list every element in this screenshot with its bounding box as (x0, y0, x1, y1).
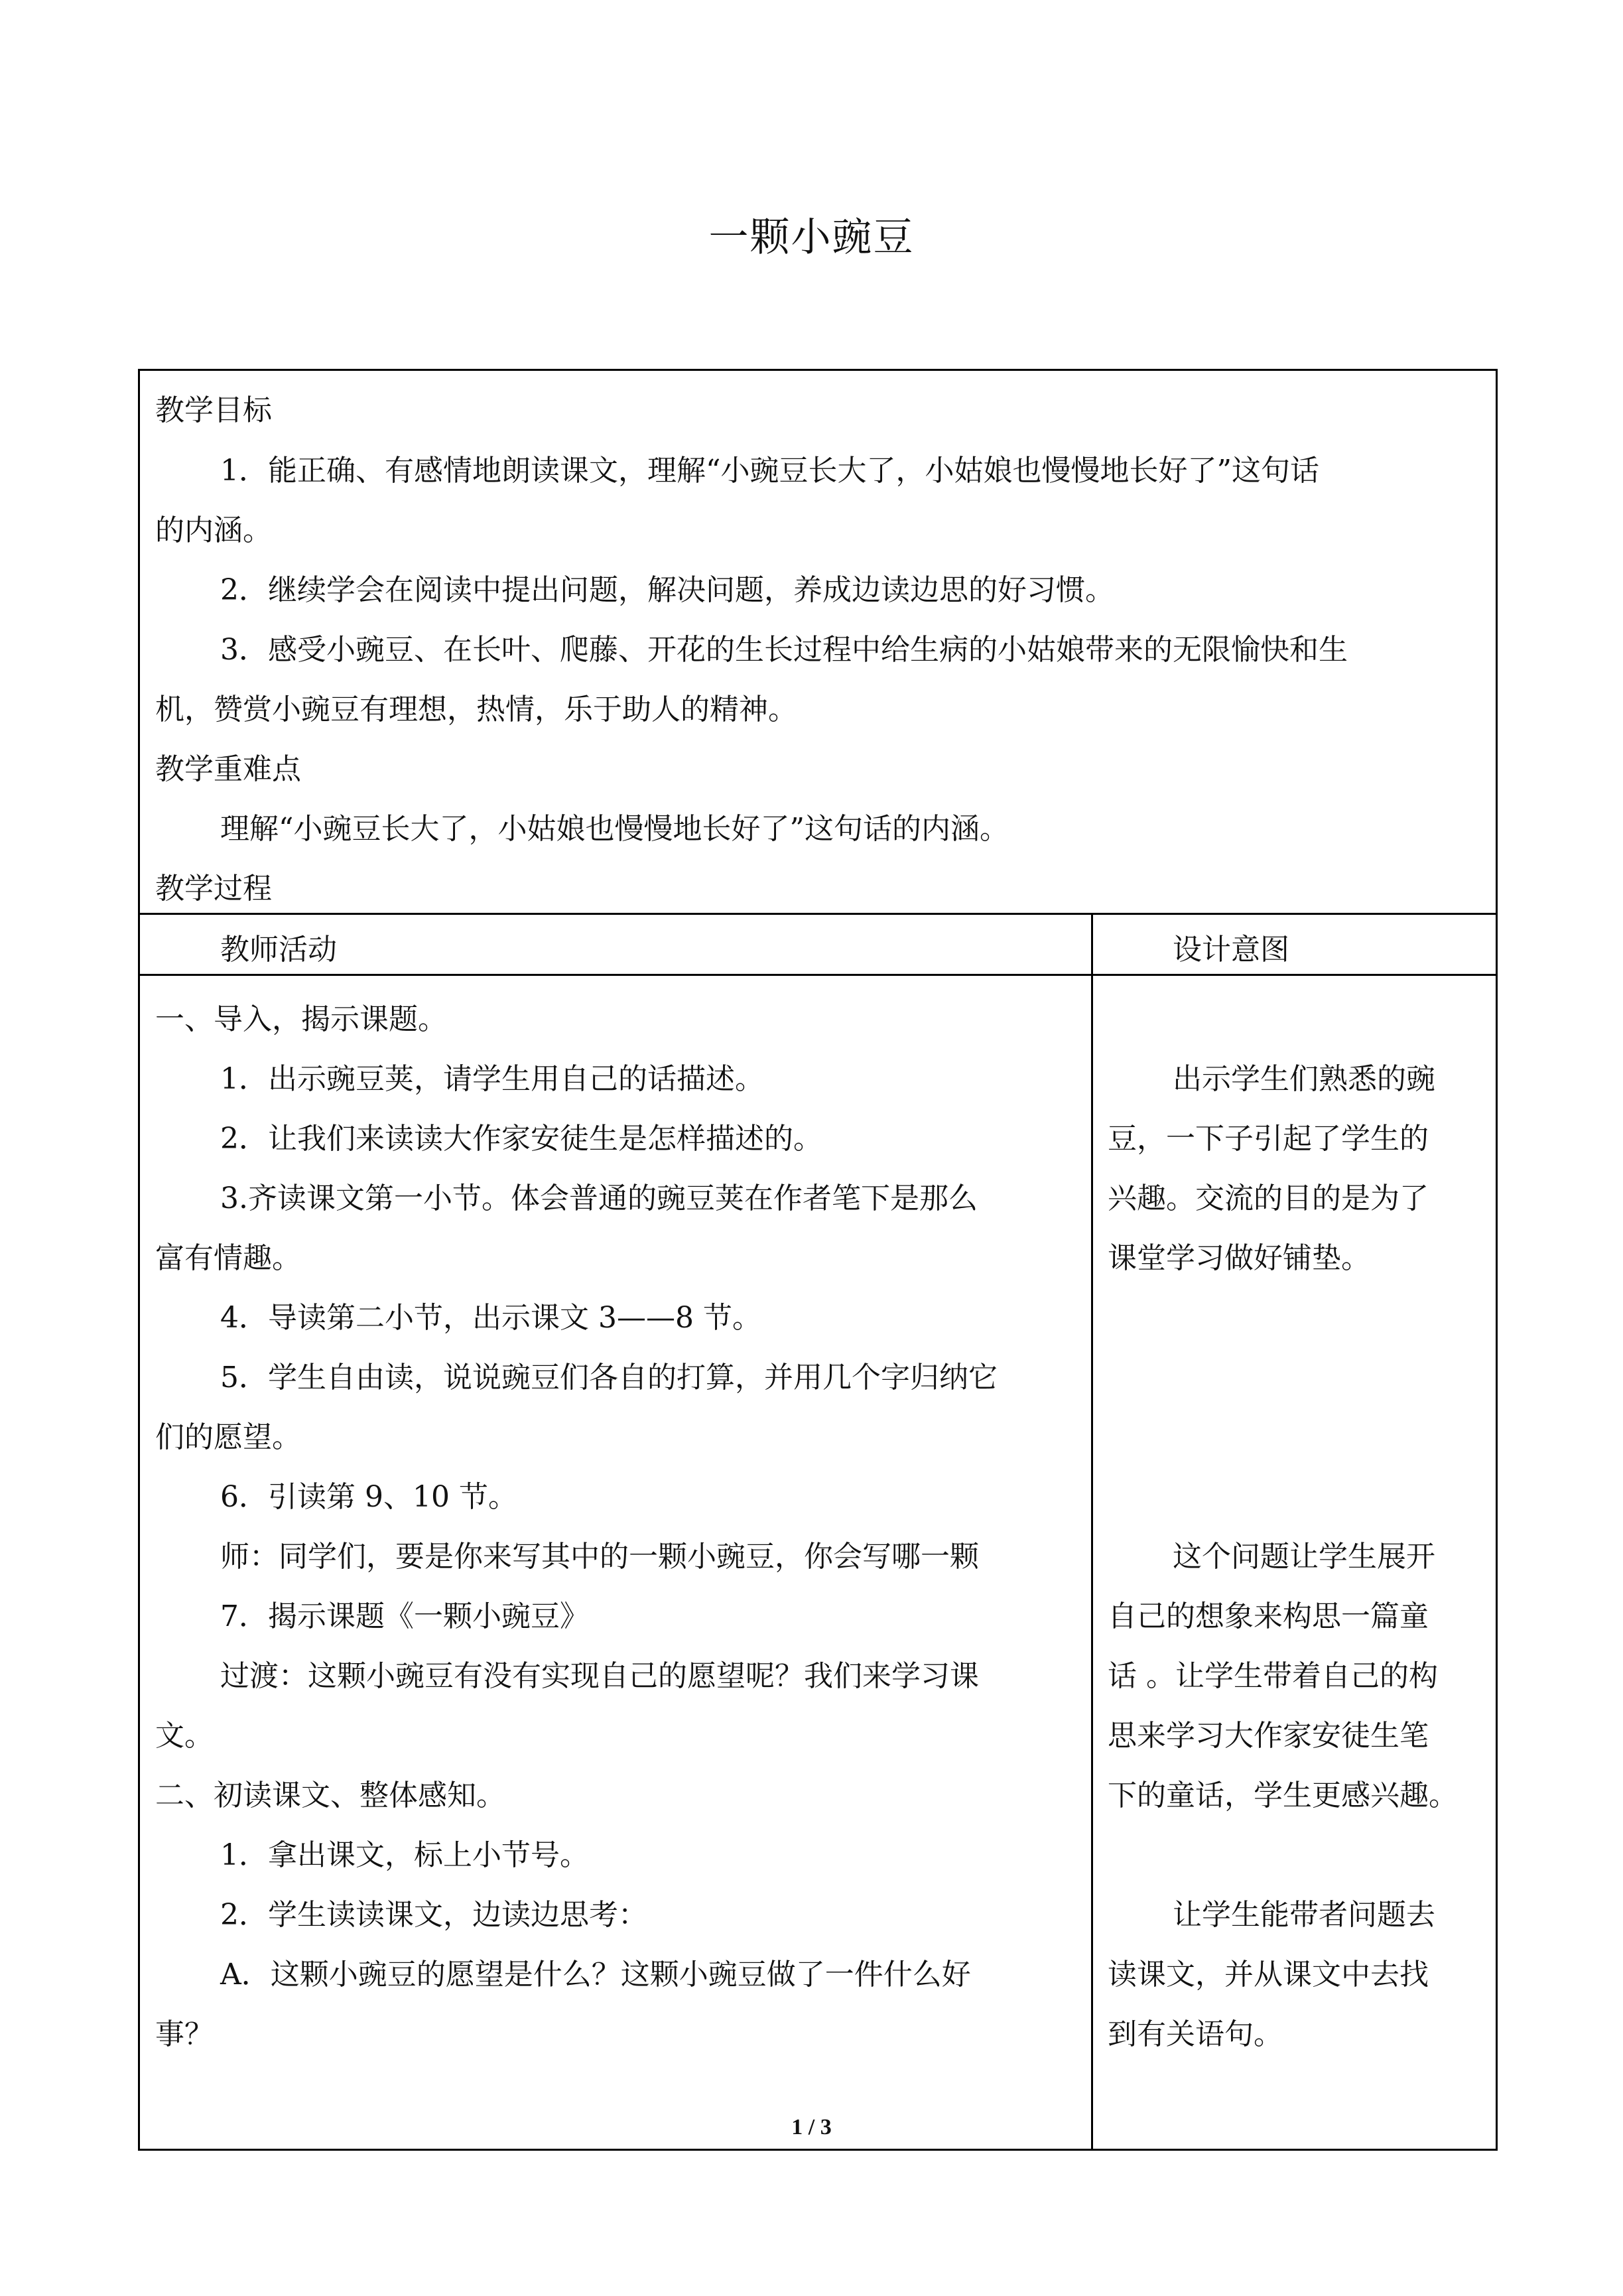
teacher-line: 师：同学们，要是你来写其中的一颗小豌豆，你会写哪一颗 (220, 1540, 979, 1574)
teacher-line: 富有情趣。 (155, 1241, 301, 1275)
teacher-line: 过渡：这颗小豌豆有没有实现自己的愿望呢？我们来学习课 (220, 1659, 979, 1693)
page-title: 一颗小豌豆 (708, 214, 915, 261)
section-heading-process: 教学过程 (155, 872, 272, 906)
teacher-line: 文。 (155, 1719, 214, 1753)
teacher-line: 二、初读课文、整体感知。 (155, 1779, 505, 1812)
design-line: 到有关语句。 (1108, 2017, 1283, 2051)
design-line: 兴趣。交流的目的是为了 (1108, 1182, 1429, 1215)
design-line: 让学生能带者问题去 (1173, 1898, 1435, 1932)
design-line: 自己的想象来构思一篇童 (1108, 1599, 1429, 1633)
teacher-line: 2．学生读读课文，边读边思考： (220, 1898, 647, 1932)
design-line: 话 。让学生带着自己的构 (1108, 1659, 1438, 1693)
column-header-teacher: 教师活动 (220, 933, 337, 967)
design-line: 豆，一下子引起了学生的 (1108, 1122, 1429, 1156)
design-line: 思来学习大作家安徒生笔 (1108, 1719, 1429, 1753)
table-divider-header (138, 913, 1498, 915)
design-line: 这个问题让学生展开 (1173, 1540, 1435, 1574)
design-line: 课堂学习做好铺垫。 (1108, 1241, 1370, 1275)
design-line: 下的童话，学生更感兴趣。 (1108, 1779, 1458, 1812)
teacher-line: 7．揭示课题《一颗小豌豆》 (220, 1599, 589, 1633)
design-line: 出示学生们熟悉的豌 (1173, 1062, 1435, 1096)
teacher-line: 1．出示豌豆荚，请学生用自己的话描述。 (220, 1062, 764, 1096)
teacher-line: 2．让我们来读读大作家安徒生是怎样描述的。 (220, 1122, 822, 1156)
teacher-line: 1．拿出课文，标上小节号。 (220, 1838, 589, 1872)
teacher-line: 事？ (155, 2017, 214, 2051)
design-line: 读课文，并从课文中去找 (1108, 1958, 1429, 1992)
teacher-line: 4．导读第二小节，出示课文 3——8 节。 (220, 1301, 761, 1335)
column-header-design: 设计意图 (1173, 933, 1289, 967)
teacher-line: 3.齐读课文第一小节。体会普通的豌豆荚在作者笔下是那么 (220, 1182, 978, 1215)
table-divider-body (138, 974, 1498, 976)
goal-line: 机，赞赏小豌豆有理想，热情，乐于助人的精神。 (155, 693, 797, 726)
goal-line: 3．感受小豌豆、在长叶、爬藤、开花的生长过程中给生病的小姑娘带来的无限愉快和生 (220, 633, 1348, 667)
teacher-line: 6．引读第 9、10 节。 (220, 1480, 517, 1514)
goal-line: 2．继续学会在阅读中提出问题，解决问题，养成边读边思的好习惯。 (220, 573, 1114, 607)
teacher-line: 们的愿望。 (155, 1420, 301, 1454)
table-column-divider (1091, 913, 1093, 2151)
goal-line: 的内涵。 (155, 513, 272, 547)
section-heading-difficulties: 教学重难点 (155, 752, 301, 786)
goal-line: 1．能正确、有感情地朗读课文，理解“小豌豆长大了，小姑娘也慢慢地长好了”这句话 (220, 454, 1319, 488)
page-number: 1 / 3 (791, 2115, 832, 2139)
teacher-line: A．这颗小豌豆的愿望是什么？这颗小豌豆做了一件什么好 (220, 1958, 971, 1992)
difficulty-line: 理解“小豌豆长大了，小姑娘也慢慢地长好了”这句话的内涵。 (220, 812, 1009, 846)
section-heading-goals: 教学目标 (155, 393, 272, 427)
teacher-line: 5．学生自由读，说说豌豆们各自的打算，并用几个字归纳它 (220, 1361, 998, 1394)
teacher-line: 一、导入，揭示课题。 (155, 1002, 447, 1036)
